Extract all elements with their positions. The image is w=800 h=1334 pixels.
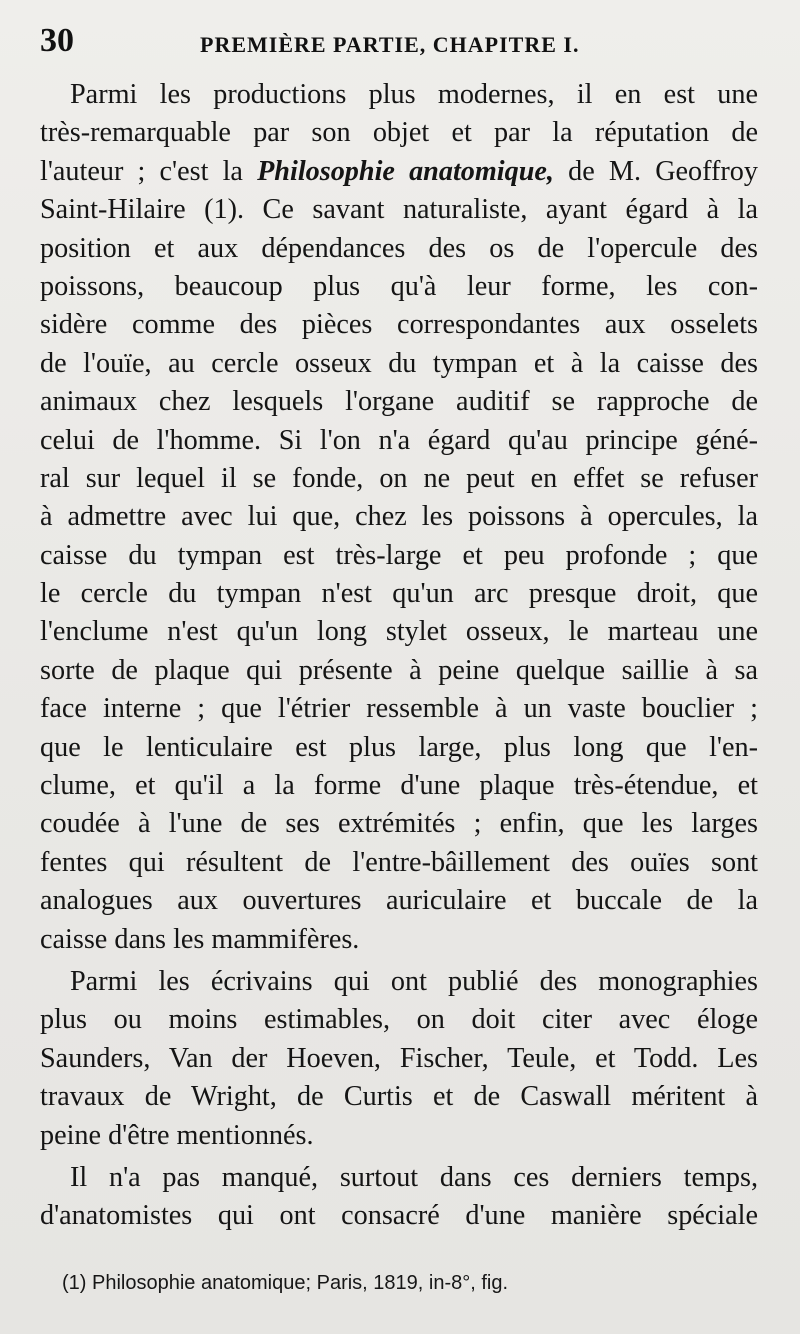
- paragraph: [40, 1159, 758, 1236]
- text-line: Saunders, Van der Hoeven, Fischer, Teule, et Todd. Les: [40, 1042, 758, 1074]
- text-line: clume, et qu'il a la forme d'une plaque très-étendue, et: [40, 770, 758, 802]
- text-line: caisse du tympan est très-large et peu profonde ; que: [40, 539, 758, 571]
- page-number: 30: [40, 22, 74, 59]
- text-line: position et aux dépendances des os de l'opercule des: [40, 232, 758, 264]
- text-line: analogues aux ouvertures auriculaire et buccale de la: [40, 885, 758, 917]
- text-line: face interne ; que l'étrier ressemble à un vaste bouclier ;: [40, 693, 758, 725]
- text-line: l'enclume n'est qu'un long stylet osseux, le marteau une: [40, 616, 758, 648]
- running-head: PREMIÈRE PARTIE, CHAPITRE I.: [200, 32, 580, 57]
- page-header: [40, 22, 760, 66]
- text-line: à admettre avec lui que, chez les poissons à opercules, la: [40, 501, 758, 533]
- text-line: peine d'être mentionnés.: [40, 1119, 314, 1151]
- text-line: Parmi les écrivains qui ont publié des monographies: [70, 965, 758, 997]
- book-title-emphasis: Philosophie anatomique,: [257, 155, 554, 187]
- text-line: ral sur lequel il se fonde, on ne peut en effet se refuser: [40, 462, 758, 494]
- body-text: [40, 76, 758, 1236]
- text-line: très-remarquable par son objet et par la réputation de: [40, 117, 758, 149]
- text-line: plus ou moins estimables, on doit citer avec éloge: [40, 1004, 758, 1036]
- text-line: de l'ouïe, au cercle osseux du tympan et à la caisse des: [40, 347, 758, 379]
- text-line: Parmi les productions plus modernes, il en est une: [70, 79, 758, 110]
- text-line: celui de l'homme. Si l'on n'a égard qu'au principe géné-: [40, 424, 758, 456]
- text-line: sidère comme des pièces correspondantes aux osselets: [40, 309, 758, 341]
- text-line: poissons, beaucoup plus qu'à leur forme, les con-: [40, 270, 758, 302]
- text-line: travaux de Wright, de Curtis et de Caswall méritent à: [40, 1081, 758, 1113]
- text-line: d'anatomistes qui ont consacré d'une manière spéciale: [40, 1200, 758, 1232]
- text-line: l'auteur ; c'est la Philosophie anatomique, de M. Geoffroy: [40, 155, 758, 187]
- text-line: Il n'a pas manqué, surtout dans ces derniers temps,: [70, 1161, 758, 1193]
- text-line: caisse dans les mammifères.: [40, 923, 360, 955]
- text-line: Saint-Hilaire (1). Ce savant naturaliste, ayant égard à la: [40, 194, 758, 226]
- footnote: (1) Philosophie anatomique; Paris, 1819, in-8°, fig.: [62, 1272, 509, 1294]
- text-line: animaux chez lesquels l'organe auditif se rapproche de: [40, 386, 758, 418]
- paragraph: [40, 963, 758, 1155]
- text-line: que le lenticulaire est plus large, plus long que l'en-: [40, 731, 758, 763]
- text-line: fentes qui résultent de l'entre-bâillement des ouïes sont: [40, 846, 758, 878]
- paragraph: [40, 76, 758, 959]
- text-line: coudée à l'une de ses extrémités ; enfin, que les larges: [40, 808, 758, 840]
- text-line: sorte de plaque qui présente à peine quelque saillie à sa: [40, 654, 758, 686]
- text-line: le cercle du tympan n'est qu'un arc presque droit, que: [40, 578, 758, 610]
